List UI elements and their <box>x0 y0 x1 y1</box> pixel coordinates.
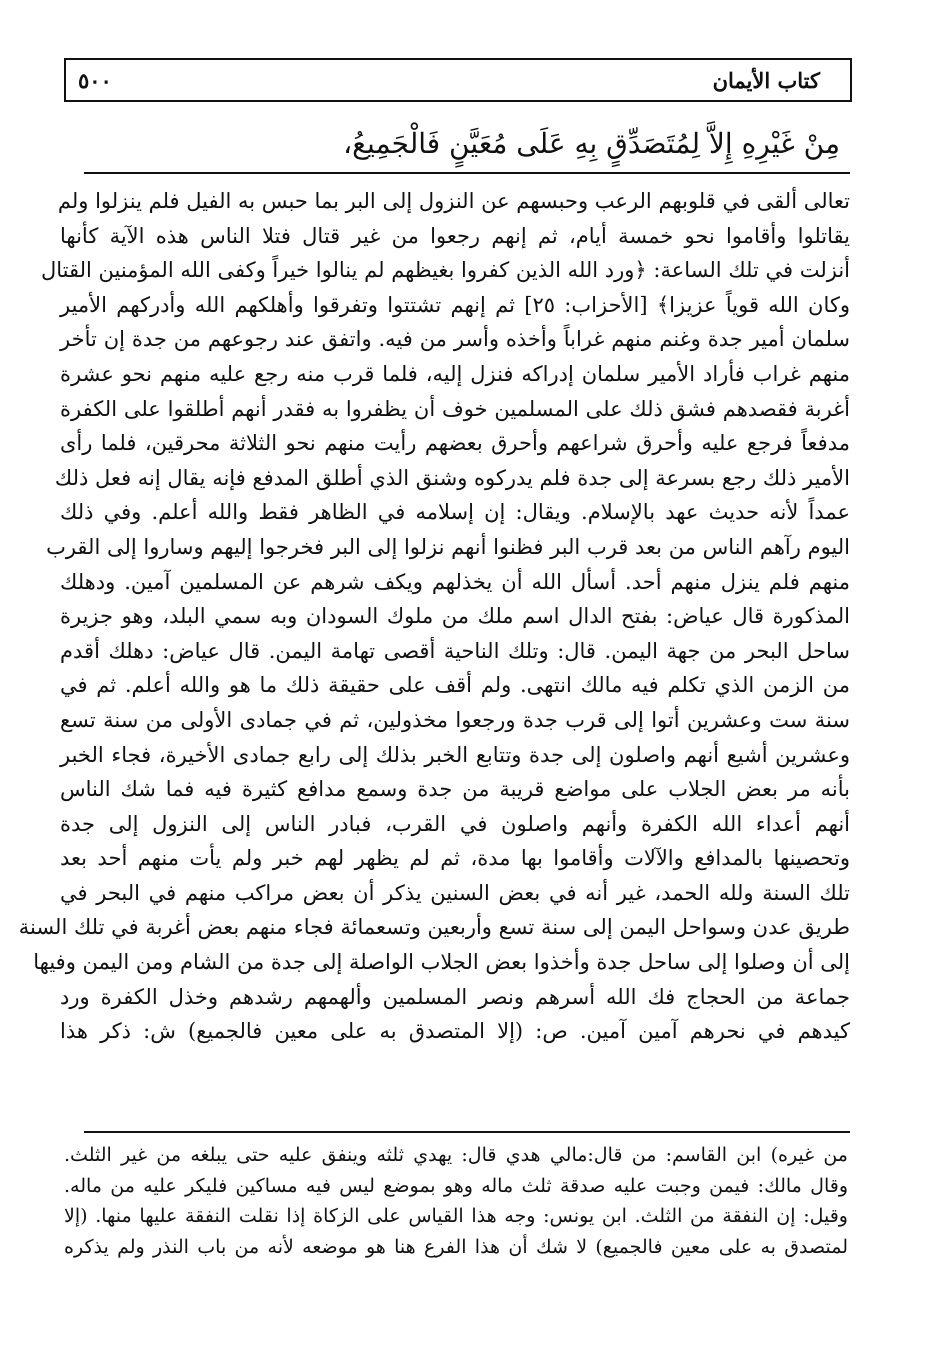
body-line: إلى أن وصلوا إلى ساحل جدة وأخذوا بعض الجلاب الواصلة إلى جدة من الشام ومن اليمن وفيها <box>33 950 850 975</box>
body-line: أغربة فقصدهم فشق ذلك على المسلمين خوف أن يظفروا به فقدر أنهم أطلقوا على الكفرة <box>60 396 850 421</box>
body-line: من الزمن الذي تكلم فيه مالك انتهى. ولم أقف على حقيقة ذلك ما هو والله أعلم. ثم في <box>60 673 850 698</box>
body-line: ساحل البحر من جهة اليمن. قال: وتلك الناحية أقصى تهامة اليمن. قال عياض: دهلك أقدم <box>60 638 850 663</box>
body-line: تلك السنة ولله الحمد، غير أنه في بعض السنين يذكر أن بعض مراكب منهم في البحر في <box>60 880 850 905</box>
footnote-rule <box>84 1131 850 1133</box>
page-header <box>64 58 852 102</box>
body-line: وتحصينها بالمدافع والآلات وأقاموا بها مدة، ثم لم يظهر لهم خبر ولم يأت منهم أحد بعد <box>60 846 850 871</box>
commentary-body <box>18 184 850 1049</box>
top-rule <box>84 172 850 174</box>
body-line: أنهم أعداء الله الكفرة وأنهم واصلون في القرب، فبادر الناس إلى النزول إلى جدة <box>60 811 850 836</box>
body-line: المذكورة قال عياض: بفتح الدال اسم ملك من ملوك السودان وبه سمي البلد، وهو جزيرة <box>60 604 850 629</box>
footnote-line: لمتصدق به على معين فالجميع) لا شك أن هذا الفرع هنا هو موضعه لأنه من باب النذر ولم يذكره <box>64 1235 848 1258</box>
footnote-line: وقيل: إن النفقة من الثلث. ابن يونس: وجه هذا القياس على الزكاة إذا نقلت النفقة عليها منها. (إلا <box>64 1205 848 1227</box>
running-title: كتاب الأيمان <box>712 67 820 93</box>
body-line: جماعة من الحجاج فك الله أسرهم ونصر المسلمين وألهمهم رشدهم وخذل الكفرة ورد <box>60 984 850 1009</box>
body-line: منهم فلم ينزل منهم أحد. أسأل الله أن يخذلهم ويكف شرهم عن المسلمين آمين. ودهلك <box>60 569 850 594</box>
body-line: كيدهم في نحرهم آمين آمين. ص: (إلا المتصدق به على معين فالجميع) ش: ذكر هذا <box>60 1019 850 1044</box>
body-line: سلمان أمير جدة وغنم منهم غراباً وأخذه وأسر من فيه. واتفق عند رجوعهم من جدة إن تأخر <box>60 327 850 352</box>
body-line: أنزلت في تلك الساعة: ﴿ورد الله الذين كفروا بغيظهم لم ينالوا خيراً وكفى الله المؤمنين القتال <box>41 258 850 283</box>
body-line: اليوم رآهم الناس من بعد قرب البر فظنوا أنهم نزلوا إلى البر فخرجوا إليهم وساروا إلى القرب <box>46 534 850 559</box>
body-line: تعالى ألقى في قلوبهم الرعب وحبسهم عن النزول إلى البر بما حبس به الفيل فلم ينزلوا ولم <box>57 189 850 213</box>
body-line: الأمير ذلك رجع بسرعة إلى جدة فلم يدركوه وشنق الذي أطلق المدفع فإنه يقال إنه فعل ذلك <box>54 465 850 490</box>
body-line: طريق عدن وسواحل اليمن إلى سنة تسع وأربعين وتسعمائة فجاء منهم بعض أغربة في تلك السنة <box>18 915 850 940</box>
body-line: وعشرين أشيع أنهم واصلون إلى جدة وتتابع الخبر بذلك إلى رابع جمادى الأخيرة، فجاء الخبر <box>60 742 850 767</box>
footnote-line: وقال مالك: فيمن وجبت عليه صدقة ثلث ماله وهو بموضع ليس فيه مساكين فليكر عليه من ماله. <box>64 1174 848 1197</box>
matn-text: مِنْ غَيْرِهِ إِلاَّ لِمُتَصَدِّقٍ بِهِ عَلَى مُعَيَّنٍ فَالْجَمِيعُ، <box>343 127 840 160</box>
body-line: وكان الله قوياً عزيزا﴾ [الأحزاب: ٢٥] ثم إنهم تشتتوا وتفرقوا وأهلكهم الله وأدركهم الأمير <box>60 292 850 317</box>
body-line: سنة ست وعشرين أتوا إلى قرب جدة ورجعوا مخذولين، ثم في جمادى الأولى من سنة تسع <box>60 707 850 732</box>
footnote-line: من غيره) ابن القاسم: من قال:مالي هدي قال: يهدي ثلثه وينفق عليه حتى يبلغه من غير الثلث. <box>64 1144 848 1166</box>
page-number: ٥٠٠ <box>78 67 112 93</box>
body-line: مدفعاً فرجع عليه وأحرق شراعهم وأحرق بعضهم رأيت منهم نحو الثلاثة محرقين، فلما رأى <box>60 431 850 456</box>
body-line: عمداً لأنه حديث عهد بالإسلام. ويقال: إن إسلامه في الظاهر فقط والله أعلم. وفي ذلك <box>60 500 850 525</box>
footnote-body <box>64 1140 848 1262</box>
body-line: منهم غراب فأراد الأمير سلمان إدراكه فنزل إليه، فلما قرب منه رجع عليه منهم نحو عشرة <box>60 361 850 386</box>
body-line: بأنه مر بعض الجلاب على مواضع قريبة من جدة وسمع مدافع كثيرة فيه فما شك الناس <box>60 777 850 802</box>
body-line: يقاتلوا وأقاموا نحو خمسة أيام، ثم إنهم رجعوا من غير قتال فتلا الناس هذه الآية كأنها <box>60 223 850 248</box>
